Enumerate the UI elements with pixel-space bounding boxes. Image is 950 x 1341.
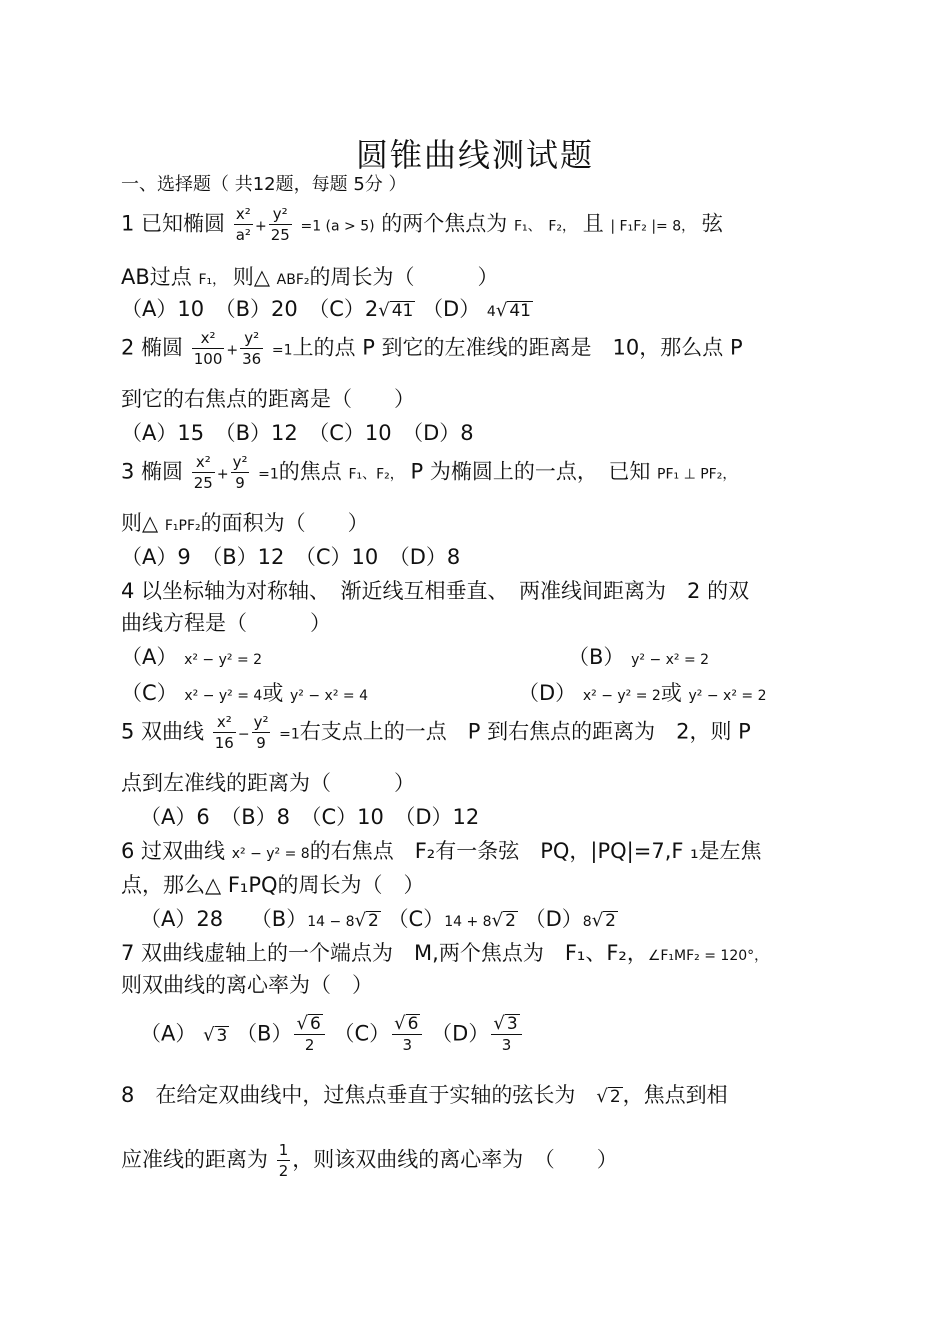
question-6-line-1: 6 过双曲线 x² − y² = 8的右焦点 F₂有一条弦 PQ，|PQ|=7,F ₁是左焦	[121, 839, 762, 863]
fraction: $\frac{\text{x²}}{\text{a²}}$	[235, 205, 251, 244]
question-7-line-1: 7 双曲线虚轴上的一个端点为 M,两个焦点为 F₁、F₂，∠F₁MF₂ = 120°，	[121, 941, 769, 965]
question-2-options: （A）15 （B）12 （C）10 （D）8	[121, 421, 474, 445]
question-4-option-c: （C） x² − y² = 4或 y² − x² = 4	[121, 681, 368, 705]
equation: =1 (a > 5)	[300, 218, 375, 235]
question-5-line-1: 5 双曲线 $\frac{\text{x²}}{16}$ − $\frac{\text{y²}}{9}$ =1右支点上的一点 P 到右焦点的距离为 2，则 P	[121, 713, 751, 752]
fraction: $\frac{\text{x²}}{16}$	[214, 713, 234, 752]
question-text: 1 已知椭圆	[121, 211, 226, 236]
fraction: $\frac{1}{2}$	[278, 1141, 289, 1180]
section-heading: 一、选择题（ 共12题，每题 5分 ）	[121, 174, 407, 195]
fraction: $\frac{\text{y²}}{9}$	[253, 713, 269, 752]
question-6-options: （A）28 （B）14 − 8√ 2 （C）14 + 8√ 2 （D）8√ 2	[140, 907, 616, 931]
question-8-line-2: 应准线的距离为 $\frac{1}{2}$ ，则该双曲线的离心率为 （ ）	[121, 1141, 618, 1180]
question-1-line-2: AB过点 F₁， 则△ ABF₂的周长为（ ）	[121, 265, 499, 289]
question-4-option-d: （D） x² − y² = 2或 y² − x² = 2	[518, 681, 767, 705]
fraction: $\frac{\text{x²}}{100}$	[193, 329, 223, 368]
fraction: $\frac{\text{y²}}{9}$	[232, 453, 248, 492]
question-3-options: （A）9 （B）12 （C）10 （D）8	[121, 545, 461, 569]
page-title: 圆锥曲线测试题	[355, 136, 594, 174]
fraction: $\frac{√ 6}{3}$	[392, 1014, 422, 1055]
question-2-line-2: 到它的右焦点的距离是（ ）	[121, 387, 415, 411]
question-5-options: （A）6 （B）8 （C）10 （D）12	[140, 805, 480, 829]
question-6-line-2: 点，那么△ F₁PQ的周长为（ ）	[121, 873, 425, 897]
question-1-options: （A）10 （B）20 （C）2√ 41 （D） 4√ 41	[121, 297, 531, 321]
question-8-line-1: 8 在给定双曲线中，过焦点垂直于实轴的弦长为 √ 2，焦点到相	[121, 1083, 728, 1107]
question-4-line-1: 4 以坐标轴为对称轴、 渐近线互相垂直、 两准线间距离为 2 的双	[121, 579, 750, 603]
question-2-line-1: 2 椭圆 $\frac{\text{x²}}{100}$ + $\frac{\text{y²}}{36}$ =1上的点 P 到它的左准线的距离是 10，那么点 P	[121, 329, 743, 368]
question-7-line-2: 则双曲线的离心率为（ ）	[121, 973, 373, 997]
question-4-option-b: （B） y² − x² = 2	[568, 645, 710, 669]
question-5-line-2: 点到左准线的距离为（ ）	[121, 771, 415, 795]
fraction: $\frac{\text{x²}}{25}$	[193, 453, 213, 492]
question-4-line-2: 曲线方程是（ ）	[121, 611, 331, 635]
question-3-line-1: 3 椭圆 $\frac{\text{x²}}{25}$ + $\frac{\text{y²}}{9}$ =1的焦点 F₁、F₂， P 为椭圆上的一点， 已知 PF₁ ⊥ PF₂，	[121, 453, 737, 492]
fraction: $\frac{\text{y²}}{36}$	[242, 329, 262, 368]
fraction: $\frac{√ 3}{3}$	[491, 1014, 521, 1055]
question-7-options: （A） √ 3 （B） $\frac{√ 6}{2}$ （C） $\frac{√ 6}{3}$ （D） $\frac{√ 3}{3}$	[140, 1014, 524, 1055]
question-3-line-2: 则△ F₁PF₂的面积为（ ）	[121, 511, 369, 535]
fraction: $\frac{√ 6}{2}$	[294, 1014, 324, 1055]
fraction: $\frac{\text{y²}}{25}$	[270, 205, 290, 244]
question-4-option-a: （A） x² − y² = 2	[121, 645, 263, 669]
question-1-line-1: 1 已知椭圆 $\frac{\text{x²}}{\text{a²}}$ + $\frac{\text{y²}}{25}$ =1 (a > 5) 的两个焦点为 F₁、 F₂， 且 | F₁F₂ |= 8， 弦	[121, 205, 723, 244]
